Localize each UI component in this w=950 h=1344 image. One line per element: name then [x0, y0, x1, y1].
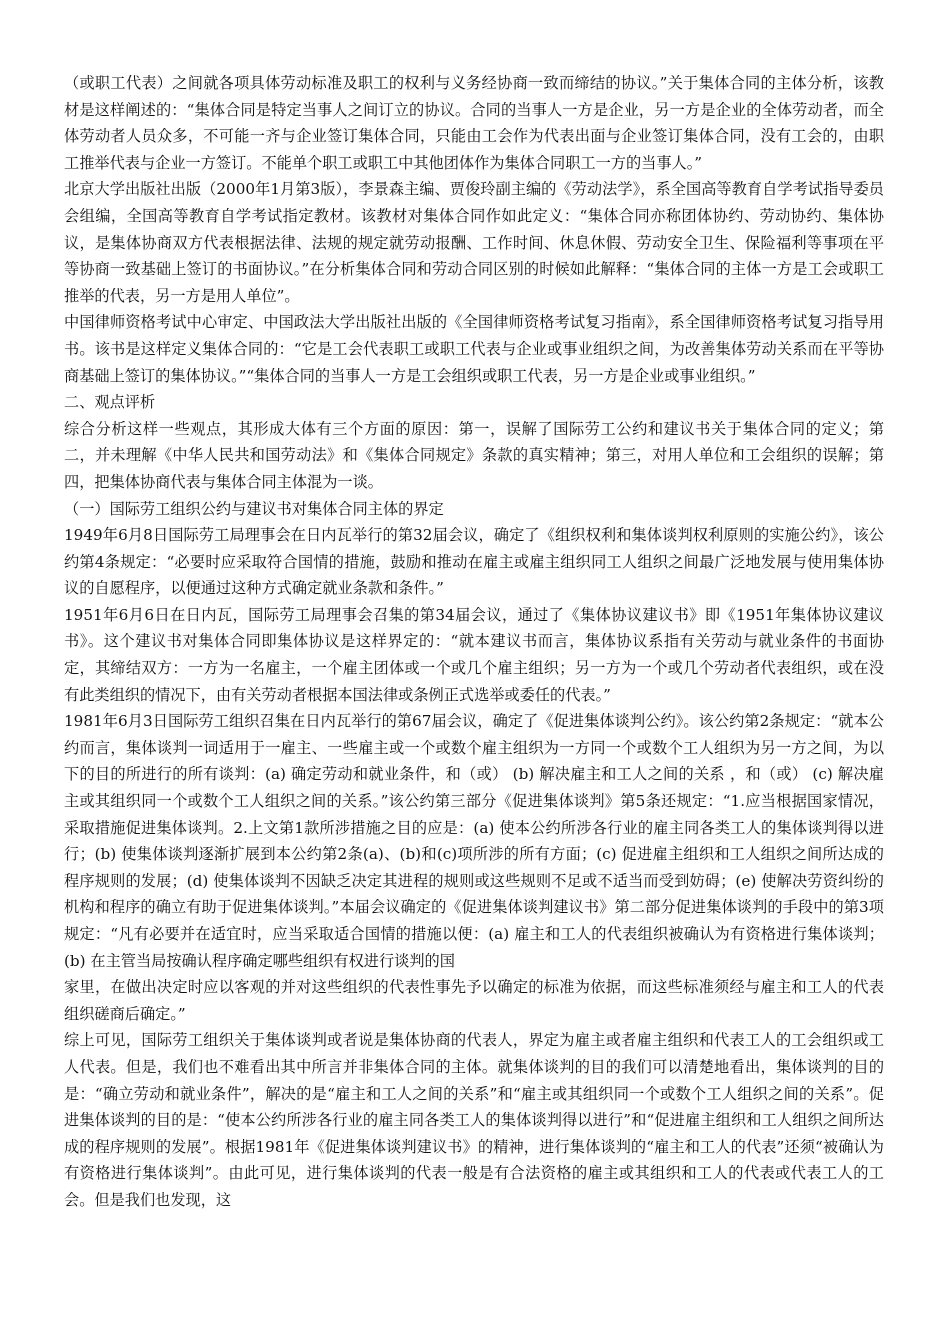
paragraph-9: 综上可见，国际劳工组织关于集体谈判或者说是集体协商的代表人，界定为雇主或者雇主组织和代表工人的工会组织或工人代表。但是，我们也不难看出其中所言并非集体合同的主体。就集体谈判的目的我们可以清楚地看出，集体谈判的目的是：“确立劳动和就业条件”，解决的是“雇主和工人之间的关系”和“雇主或其组织同一个或数个工人组织之间的关系”。促进集体谈判的目的是：“使本公约所涉各行业的雇主同各类工人的集体谈判得以进行”和“促进雇主组织和工人组织之间所达成的程序规则的发展”。根据1981年《促进集体谈判建议书》的精神，进行集体谈判的“雇主和工人的代表”还须“被确认为有资格进行集体谈判”。由此可见，进行集体谈判的代表一般是有合法资格的雇主或其组织和工人的代表或代表工人的工会。但是我们也发现，这 [64, 1031, 884, 1209]
paragraph-7: 1981年6月3日国际劳工组织召集在日内瓦举行的第67届会议，确定了《促进集体谈判公约》。该公约第2条规定：“就本公约而言，集体谈判一词适用于一雇主、一些雇主或一个或数个雇主组织为一方同一个或数个工人组织为另一方之间，为以下的目的所进行的所有谈判：(a) 确定劳动和就业条件，和（或） (b) 解决雇主和工人之间的关系 ，和（或） (c) 解决雇主或其组织同一个或数个工人组织之间的关系。”该公约第三部分《促进集体谈判》第5条还规定：“1.应当根据国家情况，采取措施促进集体谈判。2.上文第1款所涉措施之目的应是：(a) 使本公约所涉各行业的雇主同各类工人的集体谈判得以进行；(b) 使集体谈判逐渐扩展到本公约第2条(a)、(b)和(c)项所涉的所有方面；(c) 促进雇主组织和工人组织之间所达成的程序规则的发展；(d) 使集体谈判不因缺乏决定其进程的规则或这些规则不足或不适当而受到妨碍；(e) 使解决劳资纠纷的机构和程序的确立有助于促进集体谈判。”本届会议确定的《促进集体谈判建议书》第二部分促进集体谈判的手段中的第3项规定：“凡有必要并在适宜时，应当采取适合国情的措施以便：(a) 雇主和工人的代表组织被确认为有资格进行集体谈判；(b) 在主管当局按确认程序确定哪些组织有权进行谈判的国 [64, 712, 884, 970]
paragraph-2: 北京大学出版社出版（2000年1月第3版），李景森主编、贾俊玲副主编的《劳动法学》，系全国高等教育自学考试指导委员会组编，全国高等教育自学考试指定教材。该教材对集体合同作如此定义：“集体合同亦称团体协约、劳动协约、集体协议，是集体协商双方代表根据法律、法规的规定就劳动报酬、工作时间、休息休假、劳动安全卫生、保险福利等事项在平等协商一致基础上签订的书面协议。”在分析集体合同和劳动合同区别的时候如此解释：“集体合同的主体一方是工会或职工推举的代表，另一方是用人单位”。 [64, 180, 884, 305]
paragraph-1: （或职工代表）之间就各项具体劳动标准及职工的权利与义务经协商一致而缔结的协议。”关于集体合同的主体分析，该教材是这样阐述的：“集体合同是特定当事人之间订立的协议。合同的当事人一方是企业，另一方是企业的全体劳动者，而全体劳动者人员众多，不可能一齐与企业签订集体合同，只能由工会作为代表出面与企业签订集体合同，没有工会的，由职工推举代表与企业一方签订。不能单个职工或职工中其他团体作为集体合同职工一方的当事人。” [64, 74, 884, 172]
paragraph-4: 综合分析这样一些观点，其形成大体有三个方面的原因：第一，误解了国际劳工公约和建议书关于集体合同的定义；第二，并未理解《中华人民共和国劳动法》和《集体合同规定》条款的真实精神；第三，对用人单位和工会组织的误解；第四，把集体协商代表与集体合同主体混为一谈。 [64, 419, 884, 491]
subsection-heading-1: （一）国际劳工组织公约与建议书对集体合同主体的界定 [64, 499, 444, 518]
paragraph-8: 家里，在做出决定时应以客观的并对这些组织的代表性事先予以确定的标准为依据，而这些标准须经与雇主和工人的代表组织磋商后确定。” [64, 978, 884, 1023]
paragraph-6: 1951年6月6日在日内瓦，国际劳工局理事会召集的第34届会议，通过了《集体协议建议书》即《1951年集体协议建议书》。这个建议书对集体合同即集体协议是这样界定的：“就本建议书而言，集体协议系指有关劳动与就业条件的书面协定，其缔结双方：一方为一名雇主，一个雇主团体或一个或几个雇主组织；另一方为一个或几个劳动者代表组织，或在没有此类组织的情况下，由有关劳动者根据本国法律或条例正式选举或委任的代表。” [64, 605, 884, 704]
paragraph-3: 中国律师资格考试中心审定、中国政法大学出版社出版的《全国律师资格考试复习指南》，系全国律师资格考试复习指导用书。该书是这样定义集体合同的：“它是工会代表职工或职工代表与企业或事业组织之间，为改善集体劳动关系而在平等协商基础上签订的集体协议。”“集体合同的当事人一方是工会组织或职工代表，另一方是企业或事业组织。” [64, 313, 884, 385]
document-page [64, 70, 884, 1214]
paragraph-5: 1949年6月8日国际劳工局理事会在日内瓦举行的第32届会议，确定了《组织权利和集体谈判权利原则的实施公约》，该公约第4条规定：“必要时应采取符合国情的措施，鼓励和推动在雇主或雇主组织同工人组织之间最广泛地发展与使用集体协议的自愿程序，以便通过这种方式确定就业条款和条件。” [64, 526, 884, 598]
section-heading-2: 二、观点评析 [64, 393, 156, 412]
